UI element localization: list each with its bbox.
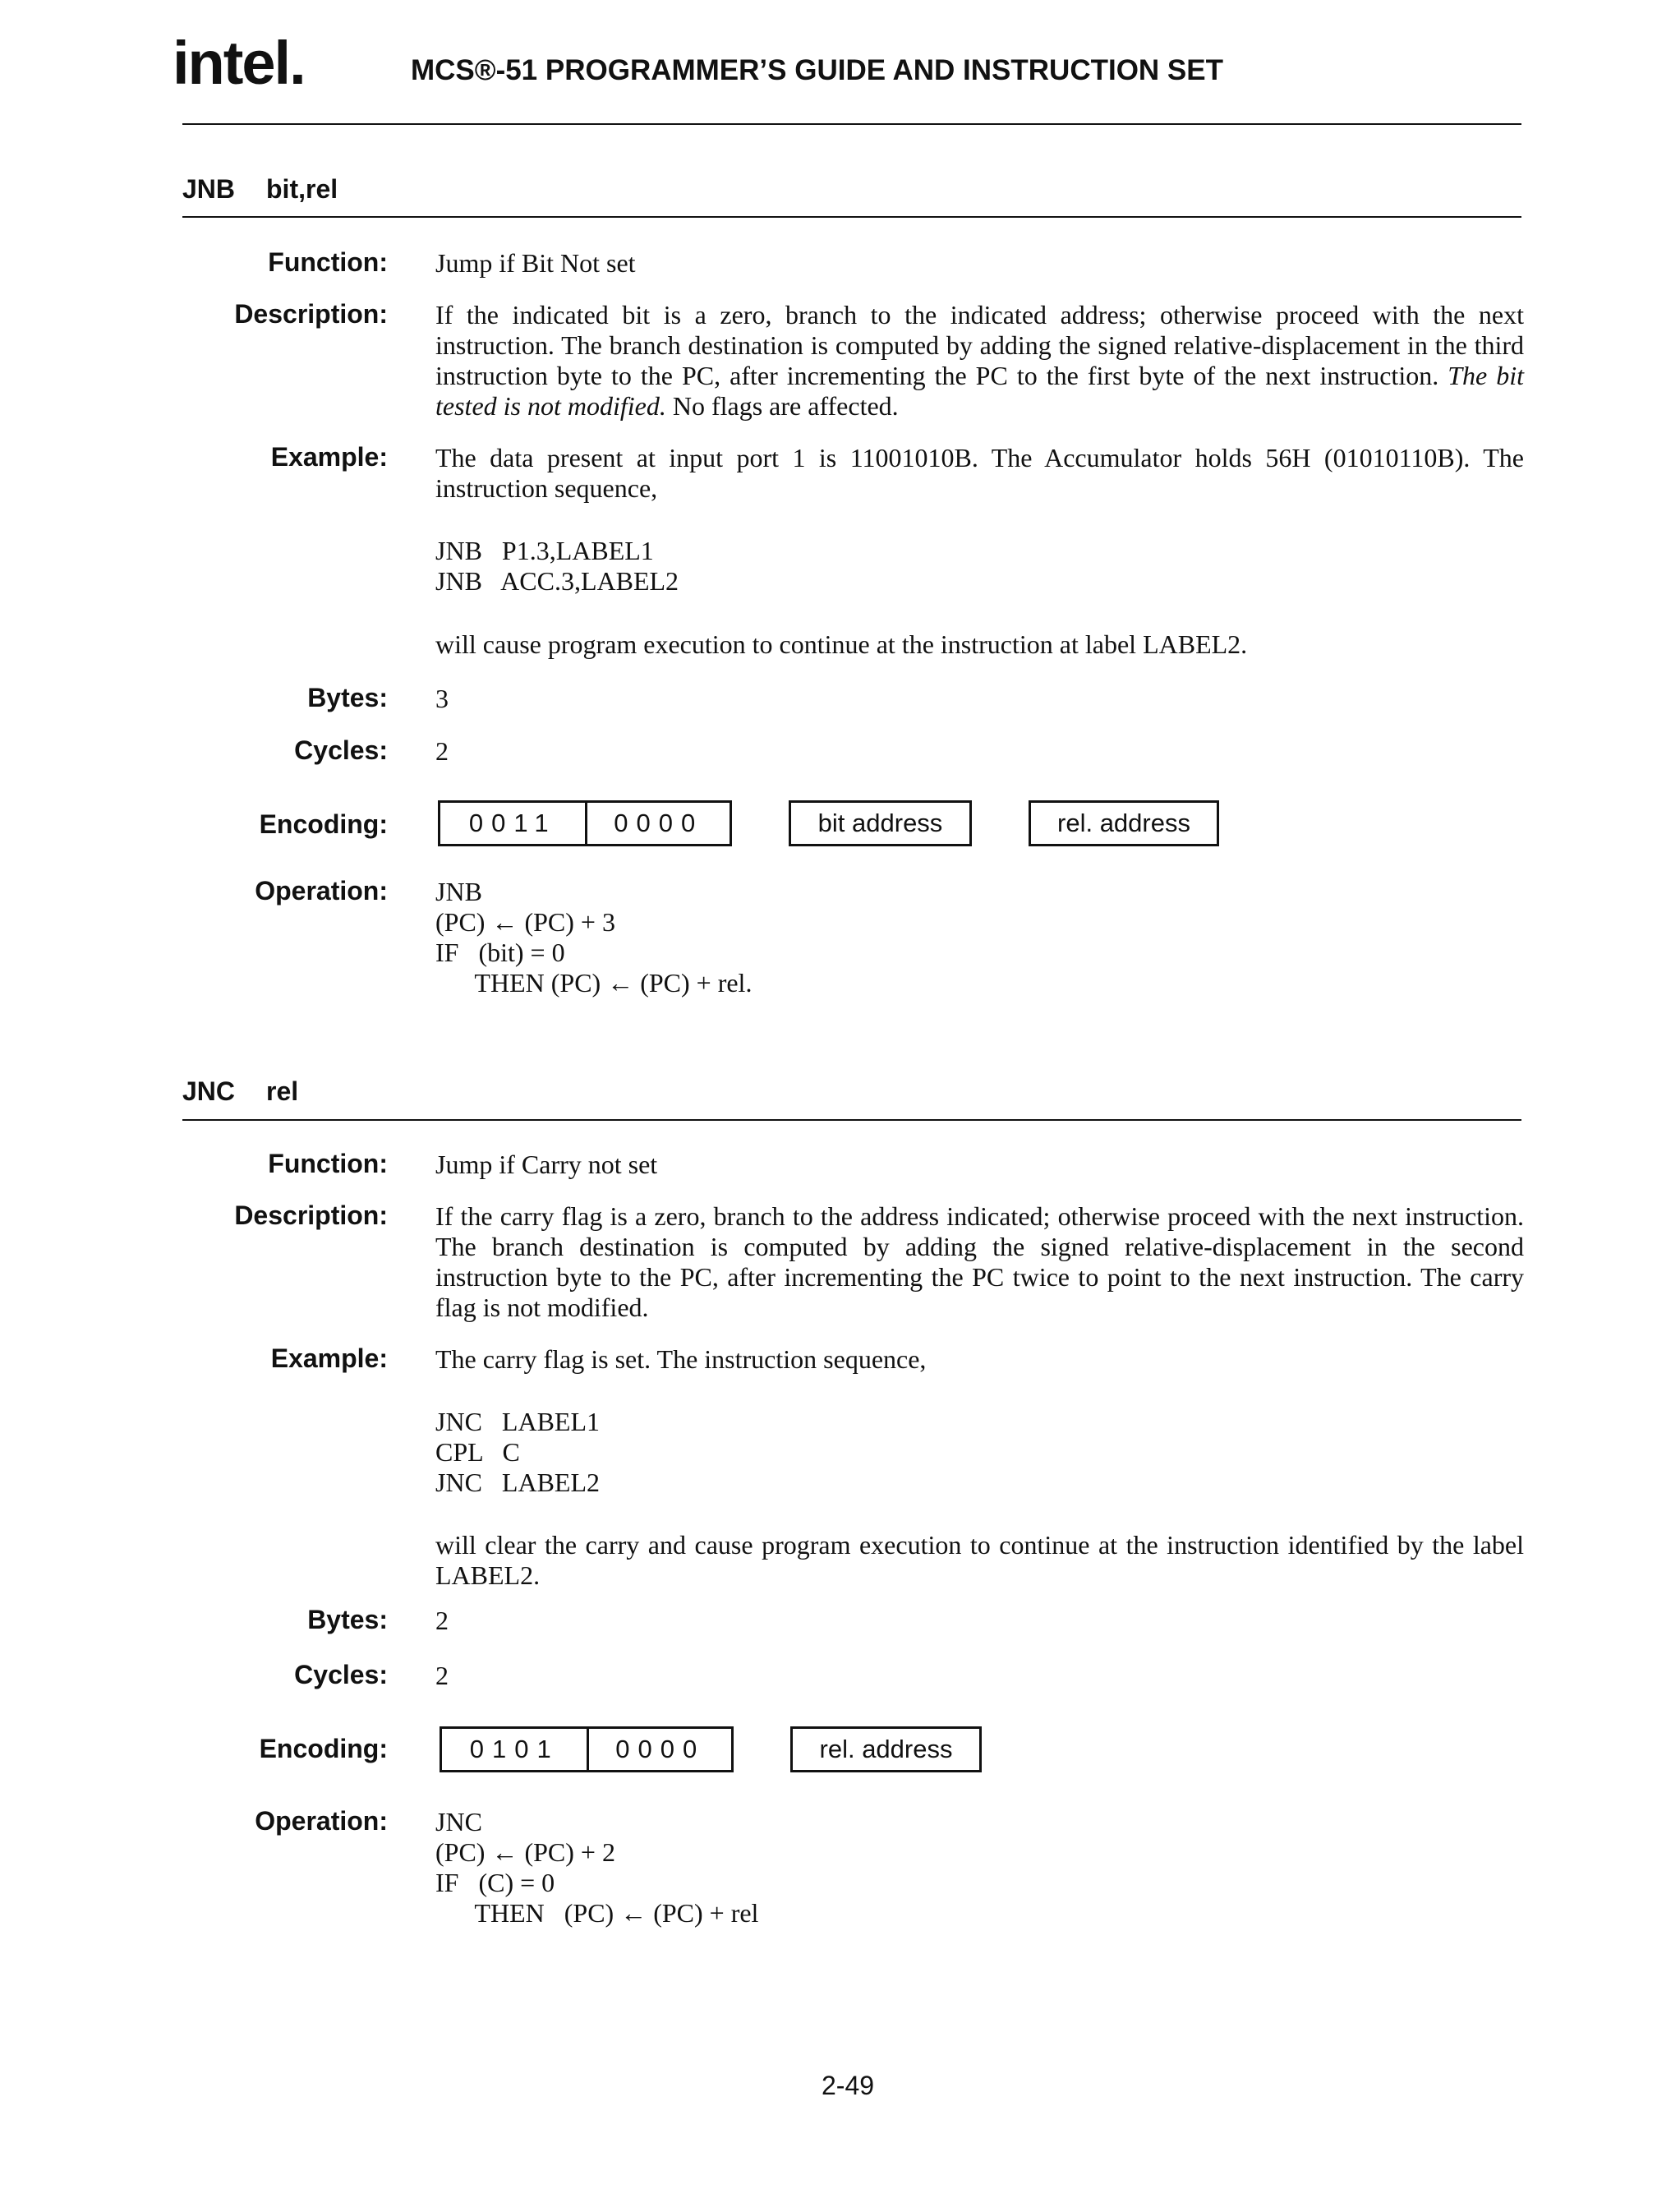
operation-line: JNB [435,877,482,906]
example-code [435,1407,1524,1498]
operation-line: IF (C) = 0 [435,1868,555,1897]
description-label: Description: [234,299,388,329]
description-italic: The bit tested is not modified. [435,361,1525,421]
code-line: CPL C [435,1437,520,1467]
operation-line: THEN (PC) ← (PC) + rel. [435,968,753,998]
section-rule [182,216,1521,218]
encoding-operand-label: bit address [817,809,943,837]
opcode-high-nibble: 0011 [468,809,557,837]
page-header-title: MCS®-51 PROGRAMMER’S GUIDE AND INSTRUCTION SET [411,54,1223,86]
bytes-label: Bytes: [307,1605,388,1634]
opcode-low-nibble: 0000 [587,1729,731,1770]
description-tail: No flags are affected. [672,391,899,421]
section-operands: bit,rel [266,174,338,204]
section-mnemonic: JNB [182,174,236,204]
bytes-label: Bytes: [307,683,388,712]
opcode-low-nibble: 0000 [585,803,730,844]
operation-line: JNC [435,1807,482,1836]
function-label: Function: [268,247,388,277]
example-label: Example: [270,442,388,472]
code-line: JNC LABEL2 [435,1468,600,1497]
encoding-opcode-box [440,1726,734,1772]
example-intro: The carry flag is set. The instruction sequence, [435,1344,927,1374]
cycles-value: 2 [435,736,449,766]
code-line: JNB P1.3,LABEL1 [435,536,654,565]
encoding-label: Encoding: [259,809,388,839]
bytes-value: 3 [435,684,449,713]
encoding-rel-address-box [790,1726,982,1772]
operation-line: (PC) ← (PC) + 3 [435,907,615,937]
example-result: will clear the carry and cause program execution to continue at the instruction identified by the label LABEL2. [435,1530,1524,1590]
encoding-operand-label: rel. address [1057,809,1190,837]
operation-line: IF (bit) = 0 [435,938,565,967]
cycles-label: Cycles: [294,1660,388,1689]
example-code [435,536,1524,597]
operation-line: (PC) ← (PC) + 2 [435,1837,615,1867]
description-label: Description: [234,1200,388,1230]
description-main: If the indicated bit is a zero, branch to the indicated address; otherwise proceed with the next instruction. The branch destination is computed by adding the signed relative-displacement in the third instruction byte to the PC, after incrementing the PC to the first byte of the next instruction. [435,300,1524,390]
encoding-bit-address-box [789,800,972,846]
intel-logo: intel. [173,29,305,97]
code-line: JNC LABEL1 [435,1407,600,1436]
section-title-jnc [182,1078,298,1104]
bytes-value: 2 [435,1606,449,1635]
encoding-label: Encoding: [259,1734,388,1763]
page-number: 2-49 [822,2071,875,2100]
encoding-operand-label: rel. address [819,1735,953,1763]
example-result: will cause program execution to continue at the instruction at label LABEL2. [435,629,1248,659]
example-intro: The data present at input port 1 is 11001010B. The Accumulator holds 56H (01010110B). The instruction sequence, [435,443,1524,503]
header-rule [182,123,1521,125]
code-line: JNB ACC.3,LABEL2 [435,566,679,596]
operation-text [435,877,1524,998]
opcode-high-nibble: 0101 [469,1735,559,1763]
encoding-opcode-box [438,800,732,846]
function-text: Jump if Bit Not set [435,248,636,278]
cycles-value: 2 [435,1661,449,1690]
section-mnemonic: JNC [182,1076,236,1106]
description-text [435,300,1524,422]
operation-line: THEN (PC) ← (PC) + rel [435,1898,759,1928]
description-text: If the carry flag is a zero, branch to the address indicated; otherwise proceed with the next instruction. The branch destination is computed by adding the signed relative-displacement in the second instruction byte to the PC, after incrementing the PC twice to point to the next instruction. The carry flag is not modified. [435,1201,1524,1322]
section-title-jnb [182,176,338,202]
encoding-rel-address-box [1029,800,1219,846]
cycles-label: Cycles: [294,735,388,765]
function-label: Function: [268,1149,388,1178]
operation-label: Operation: [255,1806,388,1836]
example-label: Example: [270,1343,388,1373]
operation-text [435,1807,1524,1929]
operation-label: Operation: [255,876,388,906]
section-rule [182,1119,1521,1121]
function-text: Jump if Carry not set [435,1150,658,1179]
section-operands: rel [266,1076,299,1106]
